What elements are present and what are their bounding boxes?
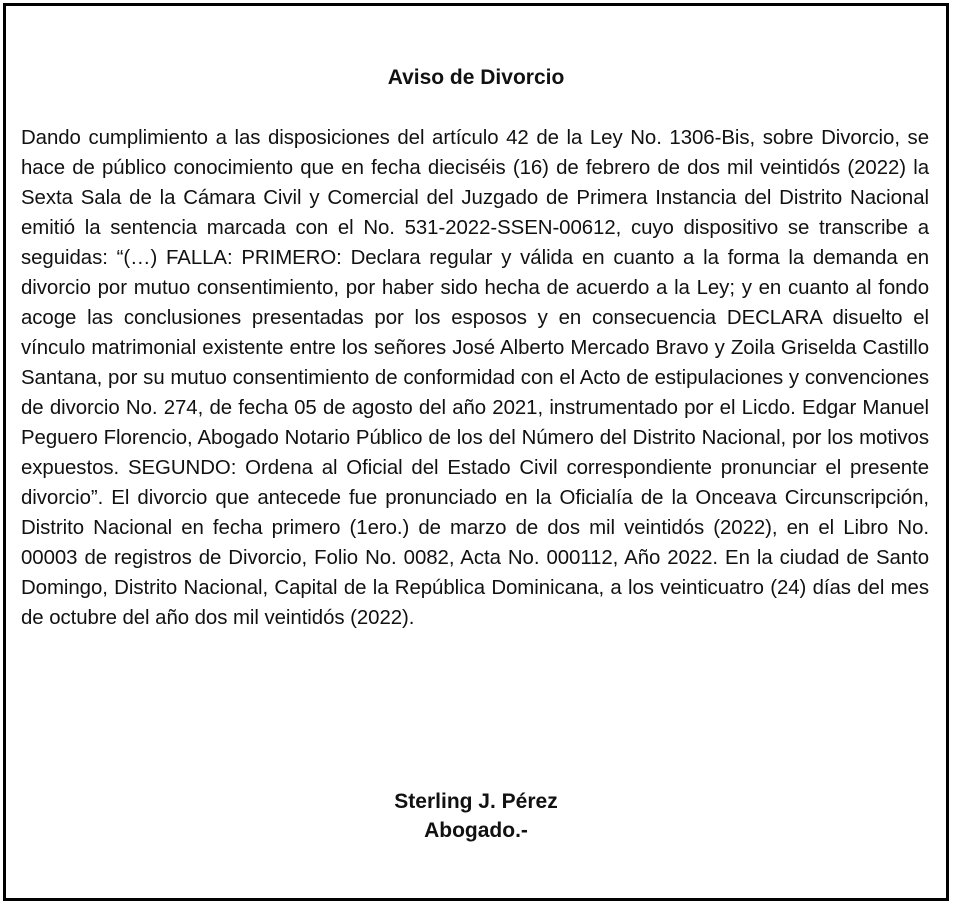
notice-title: Aviso de Divorcio [387, 66, 565, 89]
signature-name: Sterling J. Pérez [394, 790, 558, 813]
signature-block [6, 787, 946, 845]
divorce-notice [3, 3, 949, 901]
signature-title: Abogado.- [424, 819, 528, 842]
notice-body: Dando cumplimiento a las disposiciones del artículo 42 de la Ley No. 1306-Bis, sobre Divorcio, se hace de público conocimiento que en fecha dieciséis (16) de febrero de dos mil veintidós (2022) la Sexta Sala de la Cámara Civil y Comercial del Juzgado de Primera Instancia del Distrito Nacional emitió la sentencia marcada con el No. 531-2022-SSEN-00612, cuyo dispositivo se transcribe a seguidas: “(…) FALLA: PRIMERO: Declara regular y válida en cuanto a la forma la demanda en divorcio por mutuo consentimiento, por haber sido hecha de acuerdo a la Ley; y en cuanto al fondo acoge las conclusiones presentadas por los esposos y en consecuencia DECLARA disuelto el vínculo matrimonial existente entre los señores José Alberto Mercado Bravo y Zoila Griselda Castillo Santana, por su mutuo consentimiento de conformidad con el Acto de estipulaciones y convenciones de divorcio No. 274, de fecha 05 de agosto del año 2021, instrumentado por el Licdo. Edgar Manuel Peguero Florencio, Abogado Notario Público de los del Número del Distrito Nacional, por los motivos expuestos. SEGUNDO: Ordena al Oficial del Estado Civil correspondiente pronunciar el presente divorcio”. El divorcio que antecede fue pronunciado en la Oficialía de la Onceava Circunscripción, Distrito Nacional en fecha primero (1ero.) de marzo de dos mil veintidós (2022), en el Libro No. 00003 de registros de Divorcio, Folio No. 0082, Acta No. 000112, Año 2022. En la ciudad de Santo Domingo, Distrito Nacional, Capital de la República Dominicana, a los veinticuatro (24) días del mes de octubre del año dos mil veintidós (2022). [21, 127, 929, 629]
